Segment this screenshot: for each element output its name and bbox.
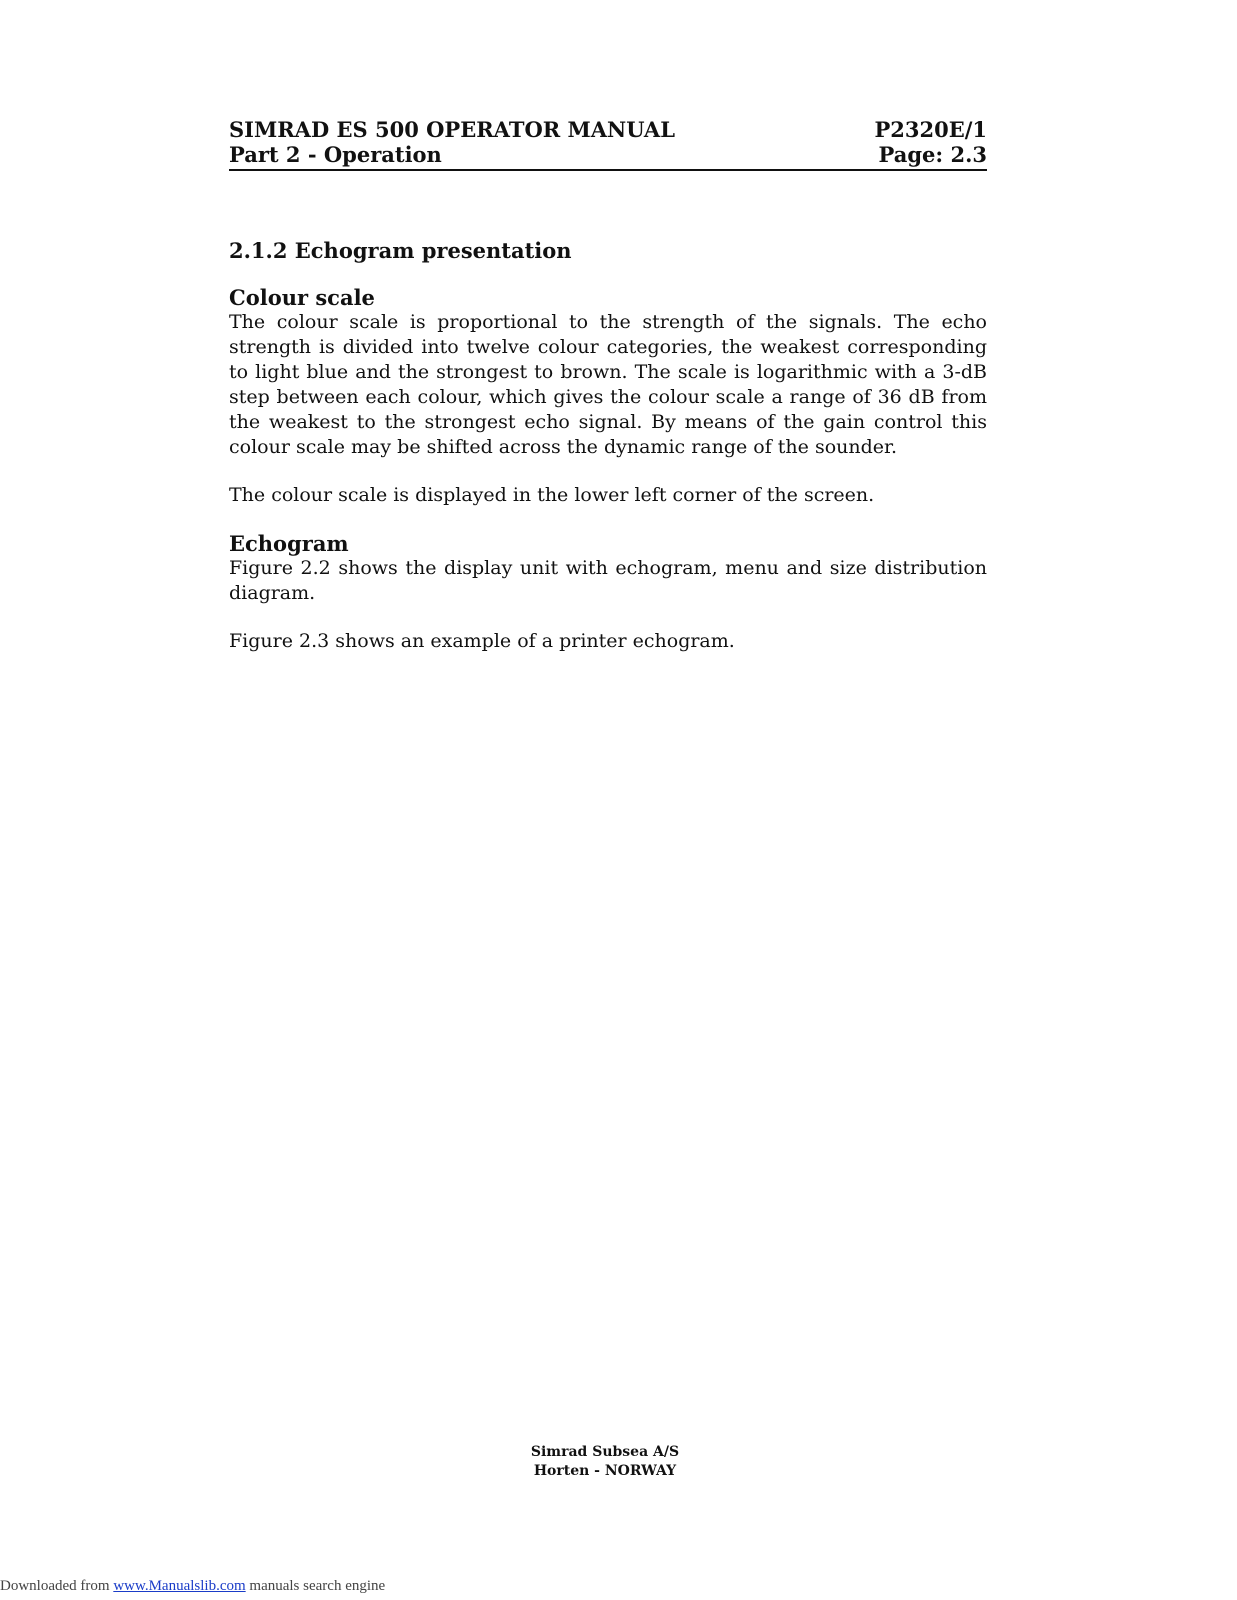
spacer [229,508,987,531]
header-row-1 [229,117,987,142]
echogram-paragraph-1: Figure 2.2 shows the display unit with echogram, menu and size distribution diagram. [229,557,987,604]
echogram-paragraph-2: Figure 2.3 shows an example of a printer echogram. [229,630,735,652]
download-bar [0,1577,385,1595]
part-label: Part 2 - Operation [229,142,442,167]
manual-title: SIMRAD ES 500 OPERATOR MANUAL [229,117,675,142]
colour-scale-heading: Colour scale [229,285,375,310]
document-number: P2320E/1 [874,117,987,142]
manualslib-link[interactable]: www.Manualslib.com [113,1578,246,1594]
colour-scale-paragraph-1: The colour scale is proportional to the strength of the signals. The echo strength is divided into twelve colour categories, the weakest corresponding to light blue and the strongest to brown. The scale is logarithmic with a 3-dB step between each colour, which gives the colour scale a range of 36 dB from the weakest to the strongest echo signal. By means of the gain control this colour scale may be shifted across the dynamic range of the sounder. [229,311,987,458]
footer-location: Horten - NORWAY [533,1463,677,1479]
header-row-2 [229,142,987,167]
page-header [229,117,987,171]
download-suffix: manuals search engine [245,1578,386,1594]
page-body [229,238,987,654]
download-prefix: Downloaded from [0,1578,114,1594]
page-footer [0,1443,1210,1481]
section-title: 2.1.2 Echogram presentation [229,238,572,263]
echogram-heading: Echogram [229,531,349,556]
footer-company: Simrad Subsea A/S [530,1444,680,1460]
colour-scale-paragraph-2: The colour scale is displayed in the lower left corner of the screen. [229,484,875,506]
page-number: Page: 2.3 [878,142,987,167]
spacer [229,460,987,483]
spacer [229,606,987,629]
